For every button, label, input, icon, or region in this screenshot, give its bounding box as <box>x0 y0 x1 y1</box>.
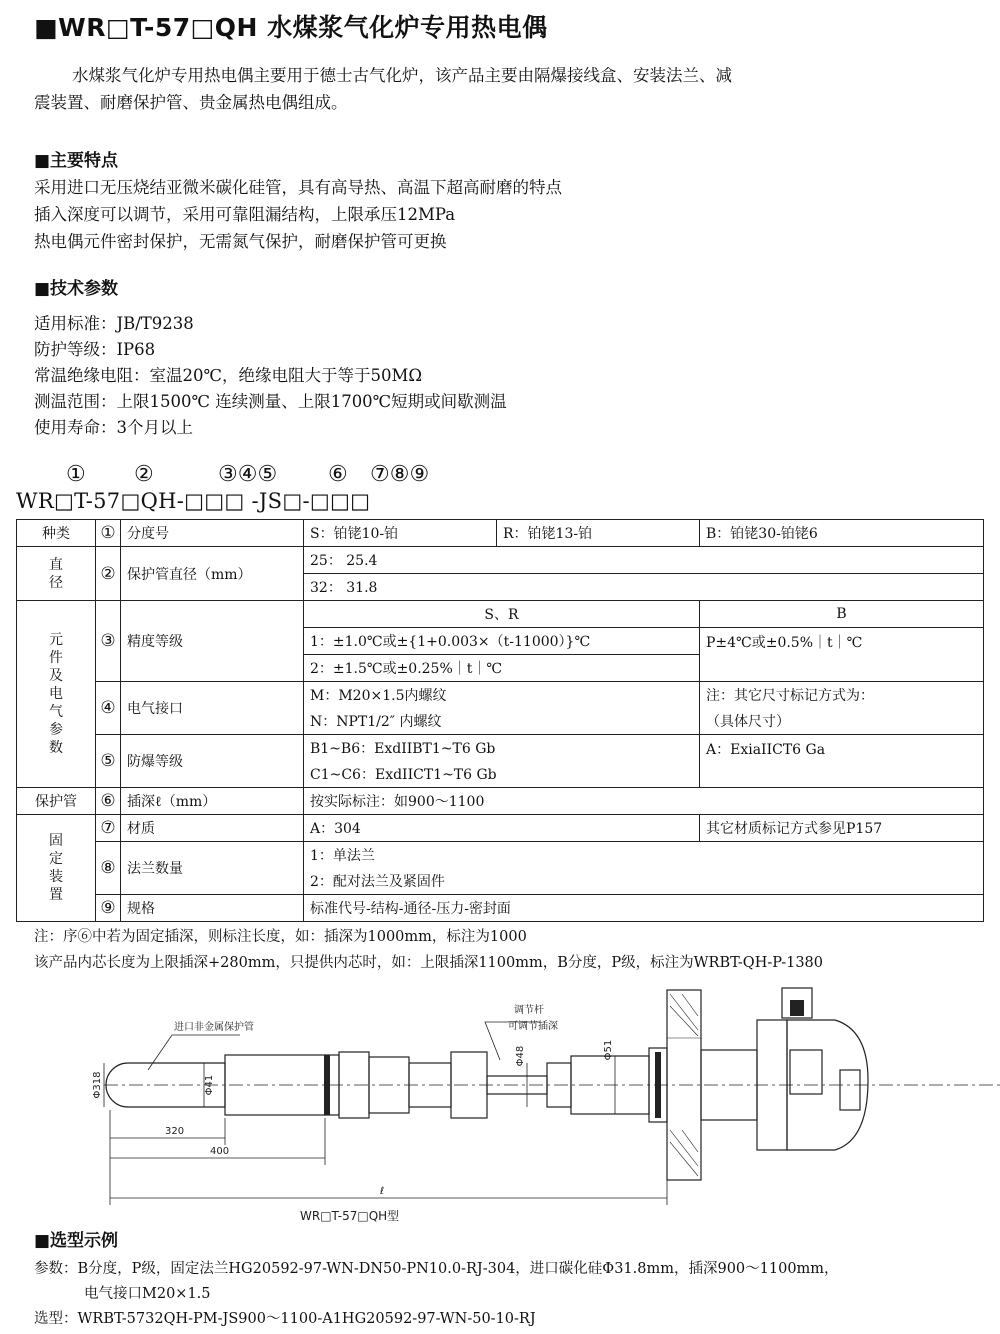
spec-item: 适用标准：JB/T9238 <box>34 314 194 333</box>
box-cover <box>790 1050 822 1094</box>
value-cell: 标准代号-结构-通径-压力-密封面 <box>304 895 984 922</box>
example-heading: ■选型示例 <box>34 1231 119 1251</box>
value-cell: B1~B6：ExdIIBT1~T6 Gb <box>304 735 700 762</box>
features-heading: ■主要特点 <box>34 151 119 171</box>
name-cell: 保护管直径（mm） <box>121 547 304 601</box>
value-cell: C1~C6：ExdIICT1~T6 Gb <box>304 761 700 788</box>
dim-41-label: Φ41 <box>204 1074 215 1096</box>
code-position-345: ③④⑤ <box>218 462 278 487</box>
table-row <box>17 815 984 842</box>
drawing-caption: WR□T-57□QH型 <box>300 1209 400 1223</box>
value-cell: N：NPT1/2″ 内螺纹 <box>304 708 700 735</box>
value-cell: 其它材质标记方式参见P157 <box>700 815 984 842</box>
spec-table <box>16 519 984 922</box>
value-cell: P±4℃或±0.5%｜t｜℃ <box>700 628 984 682</box>
dim-l-label: ℓ <box>380 1186 385 1197</box>
value-cell: B：铂铑30-铂铑6 <box>700 520 984 547</box>
index-cell: ⑨ <box>96 895 121 922</box>
example-selection: 选型：WRBT-5732QH-PM-JS900～1100-A1HG20592-97-WN-50-10-RJ <box>34 1311 536 1327</box>
name-cell: 电气接口 <box>121 682 304 735</box>
code-position-2: ② <box>134 462 154 487</box>
value-cell: 32： 31.8 <box>304 574 984 601</box>
table-row <box>17 842 984 869</box>
table-row <box>17 547 984 574</box>
spec-item: 测温范围：上限1500℃ 连续测量、上限1700℃短期或间歇测温 <box>34 392 507 411</box>
header-cell: S、R <box>304 601 700 628</box>
table-row <box>17 895 984 922</box>
table-row <box>17 788 984 815</box>
value-cell: （具体尺寸） <box>700 708 984 735</box>
note-line: 注：序⑥中若为固定插深，则标注长度，如：插深为1000mm，标注为1000 <box>34 929 527 945</box>
name-cell: 规格 <box>121 895 304 922</box>
pipe-label: 进口非金属保护管 <box>174 1022 254 1033</box>
value-cell: 注：其它尺寸标记方式为： <box>700 682 984 709</box>
category-cell: 元件及电气参数 <box>17 601 96 788</box>
box-label <box>840 1070 860 1110</box>
value-cell: 按实际标注：如900～1100 <box>304 788 984 815</box>
table-row <box>17 735 984 762</box>
header-cell: B <box>700 601 984 628</box>
example-params-cont: 电气接口M20×1.5 <box>84 1286 211 1302</box>
value-cell: 2：±1.5℃或±0.25%｜t｜℃ <box>304 655 700 682</box>
table-row <box>17 682 984 709</box>
dim-48-label: Φ48 <box>515 1045 526 1067</box>
spec-item: 防护等级：IP68 <box>34 340 156 359</box>
name-cell: 精度等级 <box>121 601 304 682</box>
value-cell: 25： 25.4 <box>304 547 984 574</box>
spec-item: 常温绝缘电阻：室温20℃，绝缘电阻大于等于50MΩ <box>34 366 423 385</box>
spec-item: 使用寿命：3个月以上 <box>34 418 193 437</box>
index-cell: ③ <box>96 601 121 682</box>
rod-label-2: 可调节插深 <box>508 1021 558 1032</box>
value-cell: A：304 <box>304 815 700 842</box>
dim-320-label: 320 <box>165 1126 185 1137</box>
thermocouple-drawing <box>0 980 1000 1225</box>
index-cell: ④ <box>96 682 121 735</box>
leader-line <box>148 1035 240 1070</box>
code-position-789: ⑦⑧⑨ <box>370 462 430 487</box>
name-cell: 防爆等级 <box>121 735 304 788</box>
value-cell: S：铂铑10-铂 <box>304 520 497 547</box>
value-cell: 2：配对法兰及紧固件 <box>304 868 984 895</box>
value-cell: 1：±1.0℃或±{1+0.003×（t-11000）}℃ <box>304 628 700 655</box>
value-cell: R：铂铑13-铂 <box>497 520 700 547</box>
dim-318-label: Φ318 <box>92 1071 103 1099</box>
category-cell: 固定装置 <box>17 815 96 922</box>
dim-51-label: Φ51 <box>603 1039 614 1061</box>
category-cell: 直径 <box>17 547 96 601</box>
specs-heading: ■技术参数 <box>34 279 119 299</box>
index-cell: ⑤ <box>96 735 121 788</box>
value-cell: 1：单法兰 <box>304 842 984 869</box>
index-cell: ⑧ <box>96 842 121 895</box>
index-cell: ② <box>96 547 121 601</box>
category-cell: 保护管 <box>17 788 96 815</box>
name-cell: 分度号 <box>121 520 304 547</box>
category-cell: 种类 <box>17 520 96 547</box>
model-code: WR□T-57□QH-□□□ -JS□-□□□ <box>16 489 371 513</box>
pipe-band <box>324 1055 330 1115</box>
note-line: 该产品内芯长度为上限插深+280mm，只提供内芯时，如：上限插深1100mm，B分度，P级，标注为WRBT-QH-P-1380 <box>34 955 824 971</box>
name-cell: 插深ℓ（mm） <box>121 788 304 815</box>
table-row <box>17 601 984 628</box>
index-cell: ⑥ <box>96 788 121 815</box>
gland-nut <box>790 1000 804 1016</box>
name-cell: 材质 <box>121 815 304 842</box>
page-title: ■WR□T-57□QH 水煤浆气化炉专用热电偶 <box>34 13 548 42</box>
code-position-1: ① <box>66 462 86 487</box>
dim-400-label: 400 <box>210 1146 230 1157</box>
table-row <box>17 520 984 547</box>
rod-label: 调节杆 <box>514 1005 544 1016</box>
value-cell: A：ExiaIICT6 Ga <box>700 735 984 788</box>
name-cell: 法兰数量 <box>121 842 304 895</box>
index-cell: ⑦ <box>96 815 121 842</box>
code-position-6: ⑥ <box>328 462 348 487</box>
intro-paragraph: 水煤浆气化炉专用热电偶主要用于德士古气化炉，该产品主要由隔爆接线盒、安装法兰、减震装置、耐磨保护管、贵金属热电偶组成。 <box>34 66 732 112</box>
index-cell: ① <box>96 520 121 547</box>
value-cell: M：M20×1.5内螺纹 <box>304 682 700 709</box>
damper-band <box>655 1052 661 1118</box>
feature-item: 插入深度可以调节，采用可靠阻漏结构，上限承压12MPa <box>34 205 456 224</box>
feature-item: 采用进口无压烧结亚微米碳化硅管，具有高导热、高温下超高耐磨的特点 <box>34 178 562 197</box>
example-params: 参数：B分度，P级，固定法兰HG20592-97-WN-DN50-PN10.0-RJ-304，进口碳化硅Φ31.8mm，插深900～1100mm， <box>34 1261 839 1277</box>
feature-item: 热电偶元件密封保护，无需氮气保护，耐磨保护管可更换 <box>34 232 447 251</box>
